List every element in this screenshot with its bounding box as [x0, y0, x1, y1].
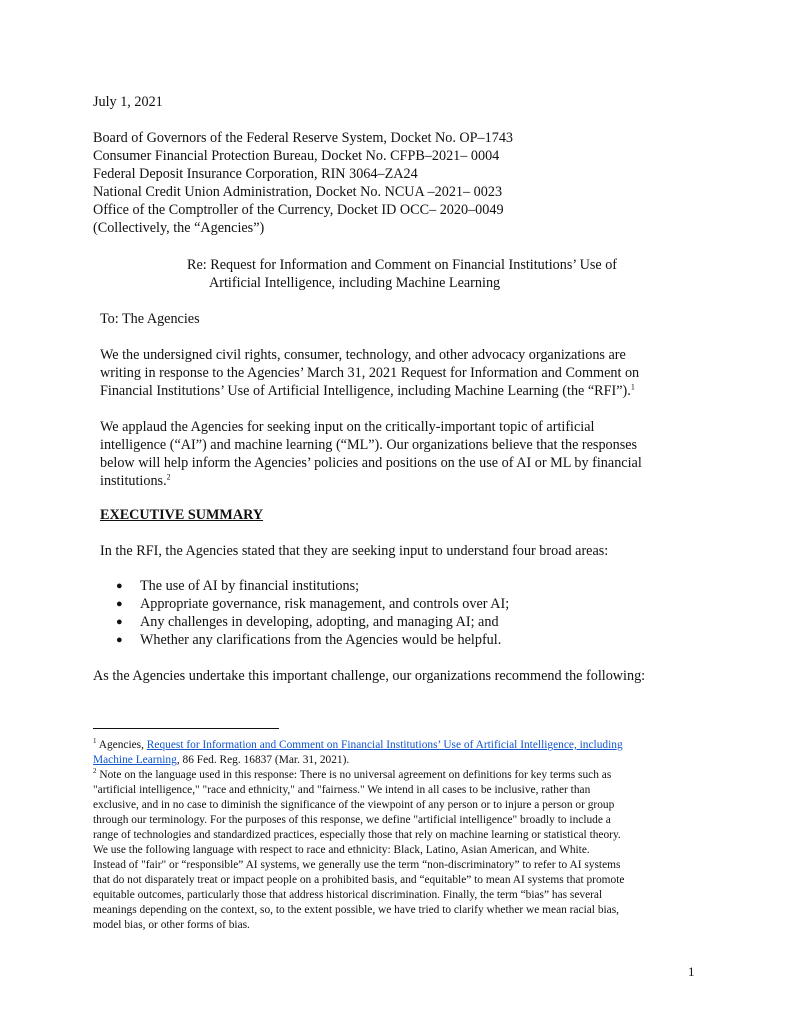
bullet-text: Whether any clarifications from the Agencies would be helpful.: [140, 632, 502, 648]
bullet-text: The use of AI by financial institutions;: [140, 578, 360, 594]
paragraph-text: institutions.: [100, 473, 167, 489]
footnote-line: [93, 753, 349, 768]
re-line-1: Re: Request for Information and Comment on Financial Institutions’ Use of: [187, 257, 618, 273]
addressee-line: Office of the Comptroller of the Currency, Docket ID OCC– 2020–0049: [93, 202, 504, 218]
footnote-text: , 86 Fed. Reg. 16837 (Mar. 31, 2021).: [176, 754, 350, 766]
footnote-line: [93, 738, 623, 753]
bullet-icon: ●: [116, 634, 123, 646]
paragraph-line: writing in response to the Agencies’ March 31, 2021 Request for Information and Comment on: [100, 365, 640, 381]
summary-intro: In the RFI, the Agencies stated that they are seeking input to understand four broad areas:: [100, 543, 609, 559]
re-line-2: Artificial Intelligence, including Machine Learning: [209, 275, 501, 291]
addressee-line: Board of Governors of the Federal Reserve System, Docket No. OP–1743: [93, 130, 514, 146]
page-number: 1: [688, 964, 695, 979]
section-heading: EXECUTIVE SUMMARY: [100, 507, 264, 523]
rfi-citation-link[interactable]: Request for Information and Comment on Financial Institutions’ Use of Artificial Intelligence, including: [146, 739, 623, 751]
footnote-line: that do not disparately treat or impact people on a prohibited basis, and “equitable” to mean AI systems that promote: [93, 874, 625, 886]
footnote-text: Agencies,: [96, 739, 147, 751]
paragraph-line: below will help inform the Agencies’ policies and positions on the use of AI or ML by financial: [100, 455, 642, 471]
letter-date: July 1, 2021: [93, 94, 163, 110]
bullet-icon: ●: [116, 598, 123, 610]
addressee-line: (Collectively, the “Agencies”): [93, 220, 265, 236]
paragraph-text: Financial Institutions’ Use of Artificial Intelligence, including Machine Learning (the “RFI”).: [100, 383, 631, 399]
bullet-icon: ●: [116, 616, 123, 628]
addressee-line: Consumer Financial Protection Bureau, Docket No. CFPB–2021– 0004: [93, 148, 500, 164]
paragraph-line: intelligence (“AI”) and machine learning (“ML”). Our organizations believe that the responses: [100, 437, 638, 453]
addressee-line: National Credit Union Administration, Docket No. NCUA –2021– 0023: [93, 184, 503, 200]
footnote-line: model bias, or other forms of bias.: [93, 919, 250, 931]
footnote-line: "artificial intelligence," "race and ethnicity," and "fairness." We intend in all cases to be inclusive, rather than: [93, 784, 591, 796]
paragraph-line: We the undersigned civil rights, consumer, technology, and other advocacy organizations are: [100, 347, 626, 363]
footnote-line: through our terminology. For the purposes of this response, we define "artificial intelligence" broadly to include a: [93, 814, 611, 826]
footnote-ref-2[interactable]: 2: [166, 472, 171, 482]
footnote-line: exclusive, and in no case to diminish the significance of the viewpoint of any person or to injure a person or group: [93, 799, 615, 811]
salutation: To: The Agencies: [100, 311, 200, 327]
footnote-line: equitable outcomes, particularly those that address historical discrimination. Finally, the term “bias” has several: [93, 889, 603, 901]
footnote-divider: [93, 728, 279, 729]
footnote-line: We use the following language with respect to race and ethnicity: Black, Latino, Asian American, and White.: [93, 844, 590, 856]
footnote-line: Instead of "fair" or “responsible” AI systems, we generally use the term “non-discriminatory” to refer to AI systems: [93, 859, 621, 871]
footnote-text: Note on the language used in this response: There is no universal agreement on definitions for key terms such as: [96, 769, 612, 781]
paragraph-line: We applaud the Agencies for seeking input on the critically-important topic of artificial: [100, 419, 595, 435]
paragraph-line: [100, 382, 635, 400]
footnote-line: [93, 768, 611, 783]
closing-sentence: As the Agencies undertake this important challenge, our organizations recommend the following:: [93, 668, 646, 684]
bullet-icon: ●: [116, 580, 123, 592]
paragraph-line: [100, 472, 171, 490]
bullet-text: Any challenges in developing, adopting, and managing AI; and: [140, 614, 499, 630]
rfi-citation-link-continued[interactable]: Machine Learning: [93, 754, 177, 766]
footnote-number: 1: [93, 737, 97, 746]
footnote-ref-1[interactable]: 1: [630, 382, 635, 392]
footnote-number: 2: [93, 767, 97, 776]
footnote-line: range of technologies and standardized practices, especially those that rely on machine learning or statistical theory.: [93, 829, 621, 841]
addressee-line: Federal Deposit Insurance Corporation, RIN 3064–ZA24: [93, 166, 418, 182]
bullet-text: Appropriate governance, risk management, and controls over AI;: [140, 596, 510, 612]
footnote-line: meanings depending on the context, so, to the extent possible, we have tried to clarify whether we mean racial bias,: [93, 904, 620, 916]
